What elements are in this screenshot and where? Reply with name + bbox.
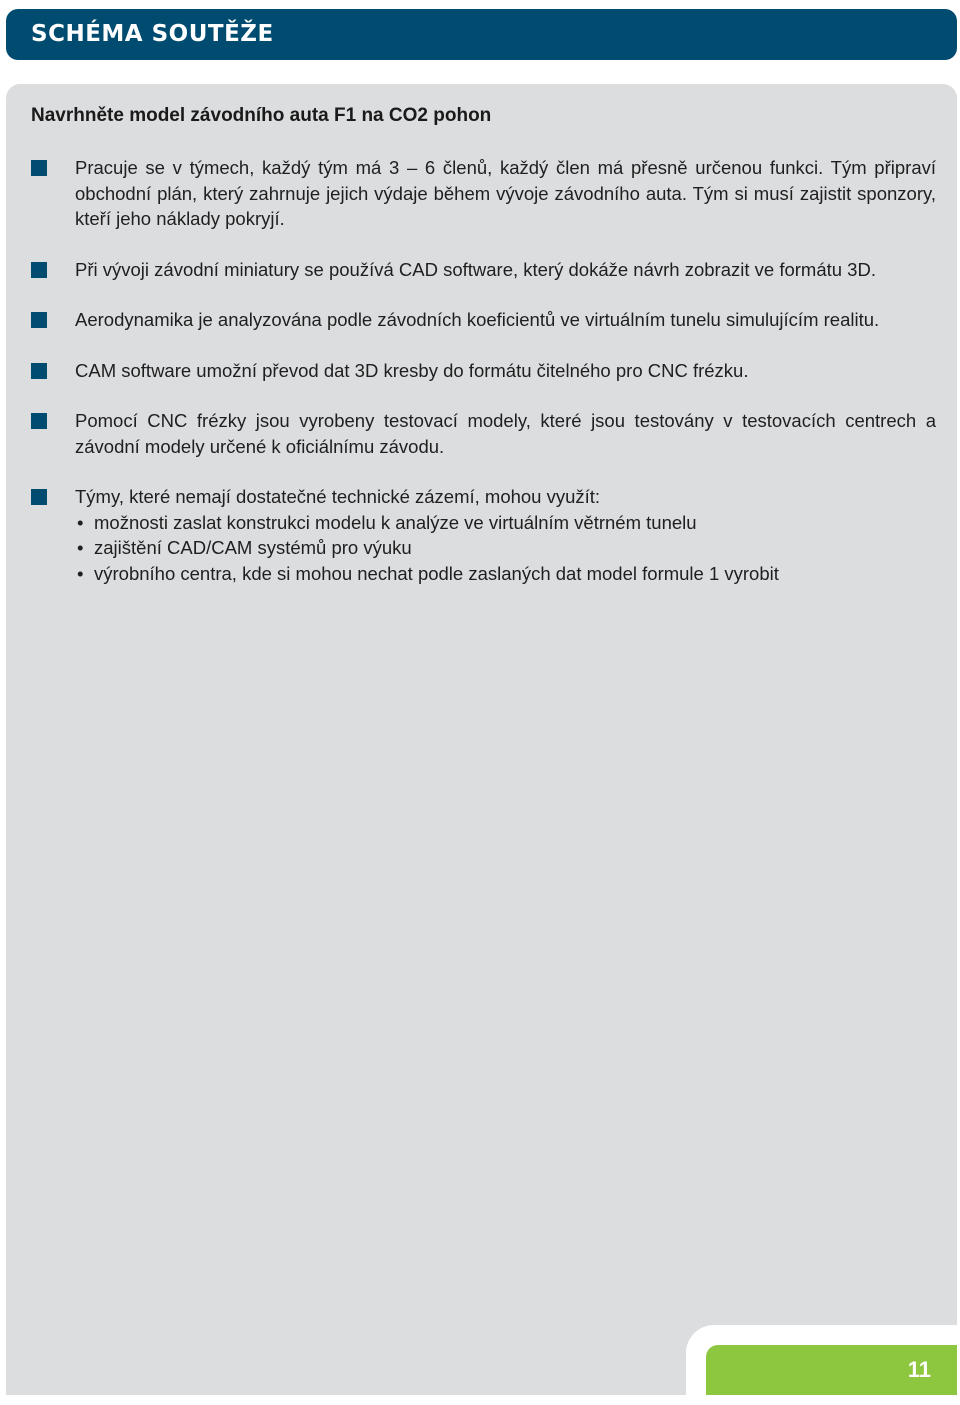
list-item-text: Pracuje se v týmech, každý tým má 3 – 6 členů, každý člen má přesně určenou funkci. Tým připraví obchodní plán, který zahrnuje jejich výdaje během vývoje závodního auta. Tým si musí zajistit sponzory, kteří jeho náklady pokryjí. — [75, 157, 936, 229]
list-item-text: Týmy, které nemají dostatečné technické zázemí, mohou využít: — [75, 486, 601, 507]
dot-bullet-icon: • — [77, 562, 84, 584]
list-item — [31, 408, 936, 459]
list-item-text: CAM software umožní převod dat 3D kresby do formátu čitelného pro CNC frézku. — [75, 359, 749, 381]
list-item — [31, 484, 936, 586]
sub-list-item — [75, 510, 936, 536]
list-item-text: Při vývoji závodní miniatury se používá CAD software, který dokáže návrh zobrazit ve formátu 3D. — [75, 258, 876, 280]
section-header — [6, 9, 957, 60]
square-bullet-icon — [31, 262, 47, 278]
sub-list-item-text: zajištění CAD/CAM systémů pro výuku — [94, 537, 412, 558]
sub-list-item — [75, 535, 936, 561]
square-bullet-icon — [31, 312, 47, 328]
bullet-list — [31, 155, 936, 611]
square-bullet-icon — [31, 413, 47, 429]
sub-list-item — [75, 561, 936, 587]
section-title: SCHÉMA SOUTĚŽE — [31, 21, 274, 47]
page-number: 11 — [907, 1357, 931, 1382]
sub-list-item-text: možnosti zaslat konstrukci modelu k analýze ve virtuálním větrném tunelu — [94, 511, 697, 533]
list-item-text: Aerodynamika je analyzována podle závodních koeficientů ve virtuálním tunelu simulujícím realitu. — [75, 309, 880, 330]
square-bullet-icon — [31, 489, 47, 505]
sub-list — [75, 510, 936, 587]
list-item — [31, 155, 936, 232]
dot-bullet-icon: • — [77, 537, 84, 558]
list-item — [31, 358, 936, 384]
list-item — [31, 257, 936, 283]
intro-title: Navrhněte model závodního auta F1 na CO2 pohon — [31, 105, 492, 126]
square-bullet-icon — [31, 363, 47, 379]
dot-bullet-icon: • — [77, 511, 84, 533]
page-number-tab — [706, 1345, 957, 1395]
square-bullet-icon — [31, 160, 47, 176]
list-item — [31, 307, 936, 333]
sub-list-item-text: výrobního centra, kde si mohou nechat podle zaslaných dat model formule 1 vyrobit — [94, 562, 779, 584]
list-item-text: Pomocí CNC frézky jsou vyrobeny testovací modely, které jsou testovány v testovacích centrech a závodní modely určené k oficiálnímu závodu. — [75, 410, 936, 457]
